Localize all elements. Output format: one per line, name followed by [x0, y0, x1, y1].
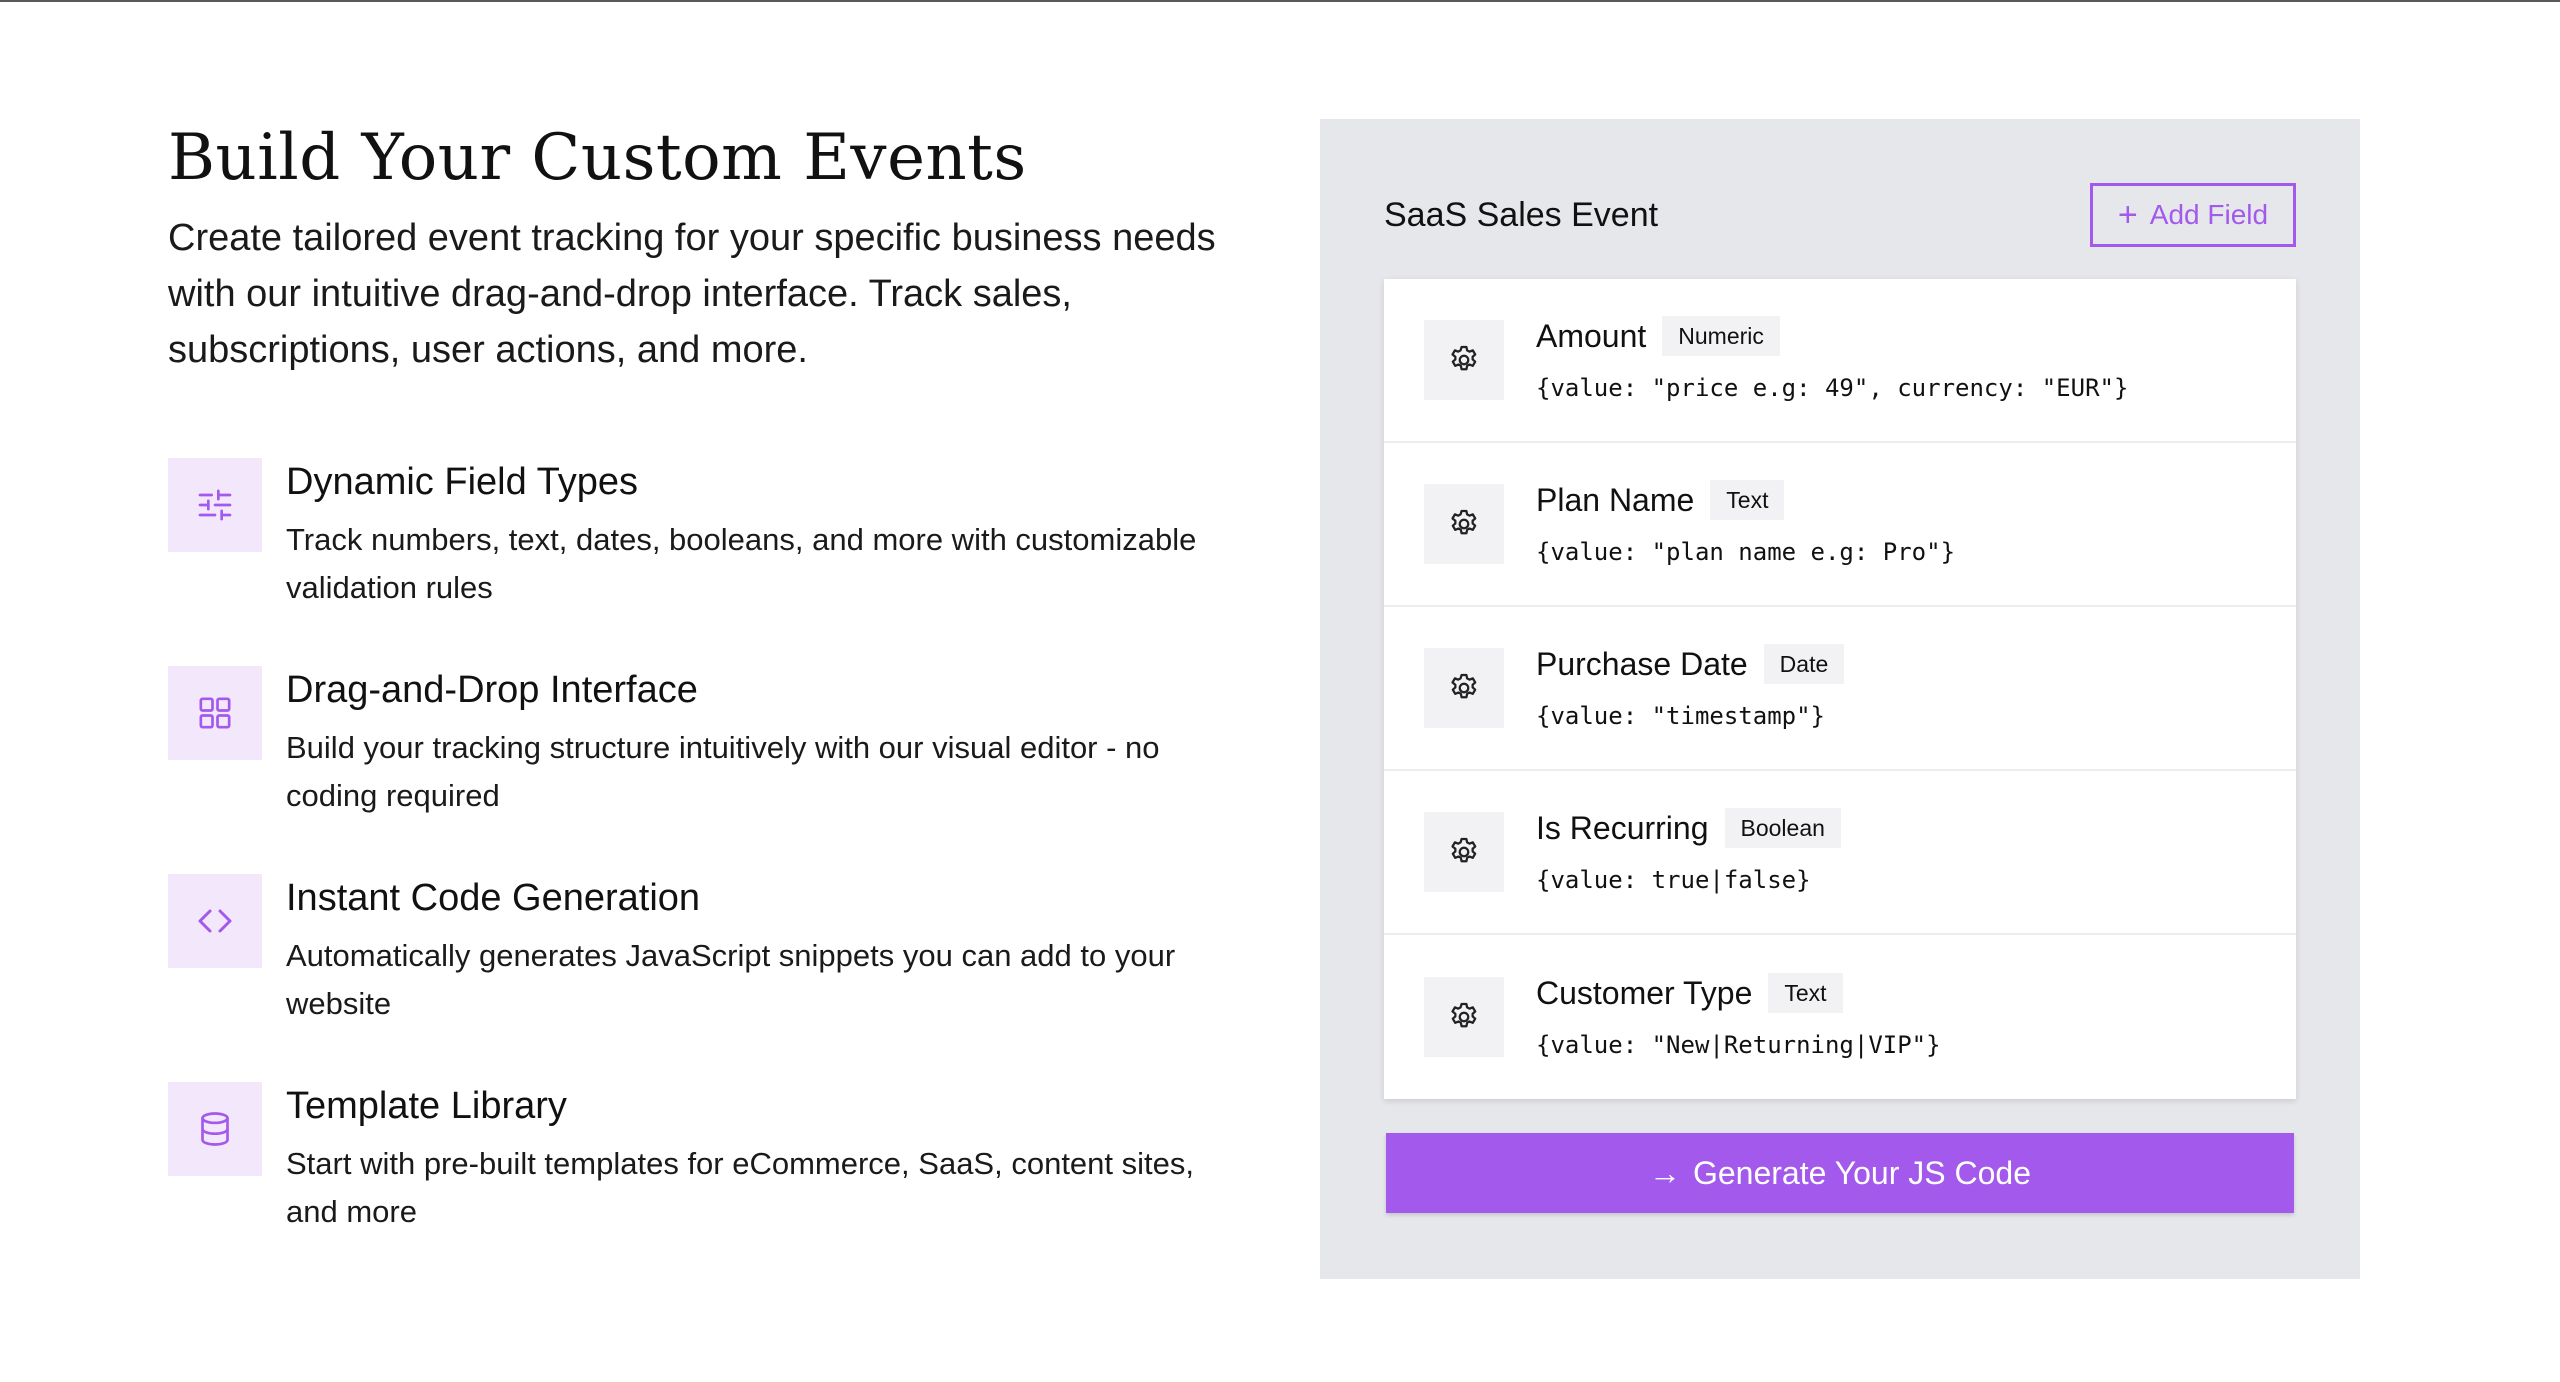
generate-js-button[interactable]	[1386, 1133, 2294, 1213]
add-field-label: Add Field	[2149, 199, 2269, 230]
page-title: Build Your Custom Events	[168, 121, 1027, 195]
gear-icon[interactable]	[1424, 812, 1504, 892]
feature-description: Track numbers, text, dates, booleans, and more with customizable validation rules	[286, 522, 1197, 605]
feature-title: Drag-and-Drop Interface	[286, 669, 698, 711]
event-title: SaaS Sales Event	[1384, 196, 1659, 234]
field-name: Plan Name	[1536, 482, 1695, 518]
field-row-is-recurring[interactable]	[1384, 771, 2296, 935]
arrow-right-icon: →	[1648, 1154, 1681, 1191]
field-row-purchase-date[interactable]	[1384, 607, 2296, 771]
database-icon	[168, 1082, 262, 1176]
field-name: Is Recurring	[1536, 810, 1709, 846]
feature-title: Instant Code Generation	[286, 877, 701, 919]
field-name: Purchase Date	[1536, 646, 1748, 682]
field-type-badge: Boolean	[1725, 808, 1841, 848]
gear-icon[interactable]	[1424, 484, 1504, 564]
generate-label: Generate Your JS Code	[1692, 1154, 2031, 1191]
field-code: {value: "timestamp"}	[1536, 702, 1825, 730]
field-code: {value: "price e.g: 49", currency: "EUR"}	[1536, 374, 2129, 402]
feature-title: Template Library	[286, 1085, 567, 1127]
intro-text: Create tailored event tracking for your specific business needs with our intuitive drag-and-drop interface. Track sales, subscriptions, user actions, and more.	[168, 217, 1216, 371]
field-list	[1384, 279, 2296, 1099]
sliders-icon	[168, 458, 262, 552]
feature-item	[168, 874, 1248, 1082]
feature-item	[168, 666, 1248, 874]
gear-icon[interactable]	[1424, 977, 1504, 1057]
field-row-amount[interactable]	[1384, 279, 2296, 443]
feature-title: Dynamic Field Types	[286, 461, 638, 503]
gear-icon[interactable]	[1424, 320, 1504, 400]
feature-item	[168, 1082, 1248, 1290]
feature-list	[168, 458, 1248, 1290]
feature-description: Build your tracking structure intuitively with our visual editor - no coding required	[286, 730, 1160, 813]
field-type-badge: Numeric	[1662, 316, 1780, 356]
field-code: {value: true|false}	[1536, 866, 1811, 894]
add-field-button[interactable]	[2090, 183, 2296, 247]
gear-icon[interactable]	[1424, 648, 1504, 728]
grid-icon	[168, 666, 262, 760]
field-row-plan-name[interactable]	[1384, 443, 2296, 607]
field-name: Amount	[1536, 318, 1647, 354]
field-name: Customer Type	[1536, 975, 1753, 1011]
plus-icon: +	[2117, 196, 2138, 234]
feature-item	[168, 458, 1248, 666]
field-type-badge: Text	[1710, 480, 1784, 520]
top-divider	[0, 0, 2560, 2]
field-type-badge: Date	[1764, 644, 1845, 684]
panel-header	[1384, 183, 2296, 247]
field-row-customer-type[interactable]	[1384, 935, 2296, 1099]
feature-description: Automatically generates JavaScript snippets you can add to your website	[286, 938, 1176, 1021]
field-code: {value: "New|Returning|VIP"}	[1536, 1031, 1941, 1059]
feature-description: Start with pre-built templates for eCommerce, SaaS, content sites, and more	[286, 1146, 1194, 1229]
code-icon	[168, 874, 262, 968]
field-code: {value: "plan name e.g: Pro"}	[1536, 538, 1956, 566]
event-builder-panel	[1320, 119, 2360, 1279]
intro-section	[168, 118, 1248, 1290]
field-type-badge: Text	[1768, 973, 1842, 1013]
